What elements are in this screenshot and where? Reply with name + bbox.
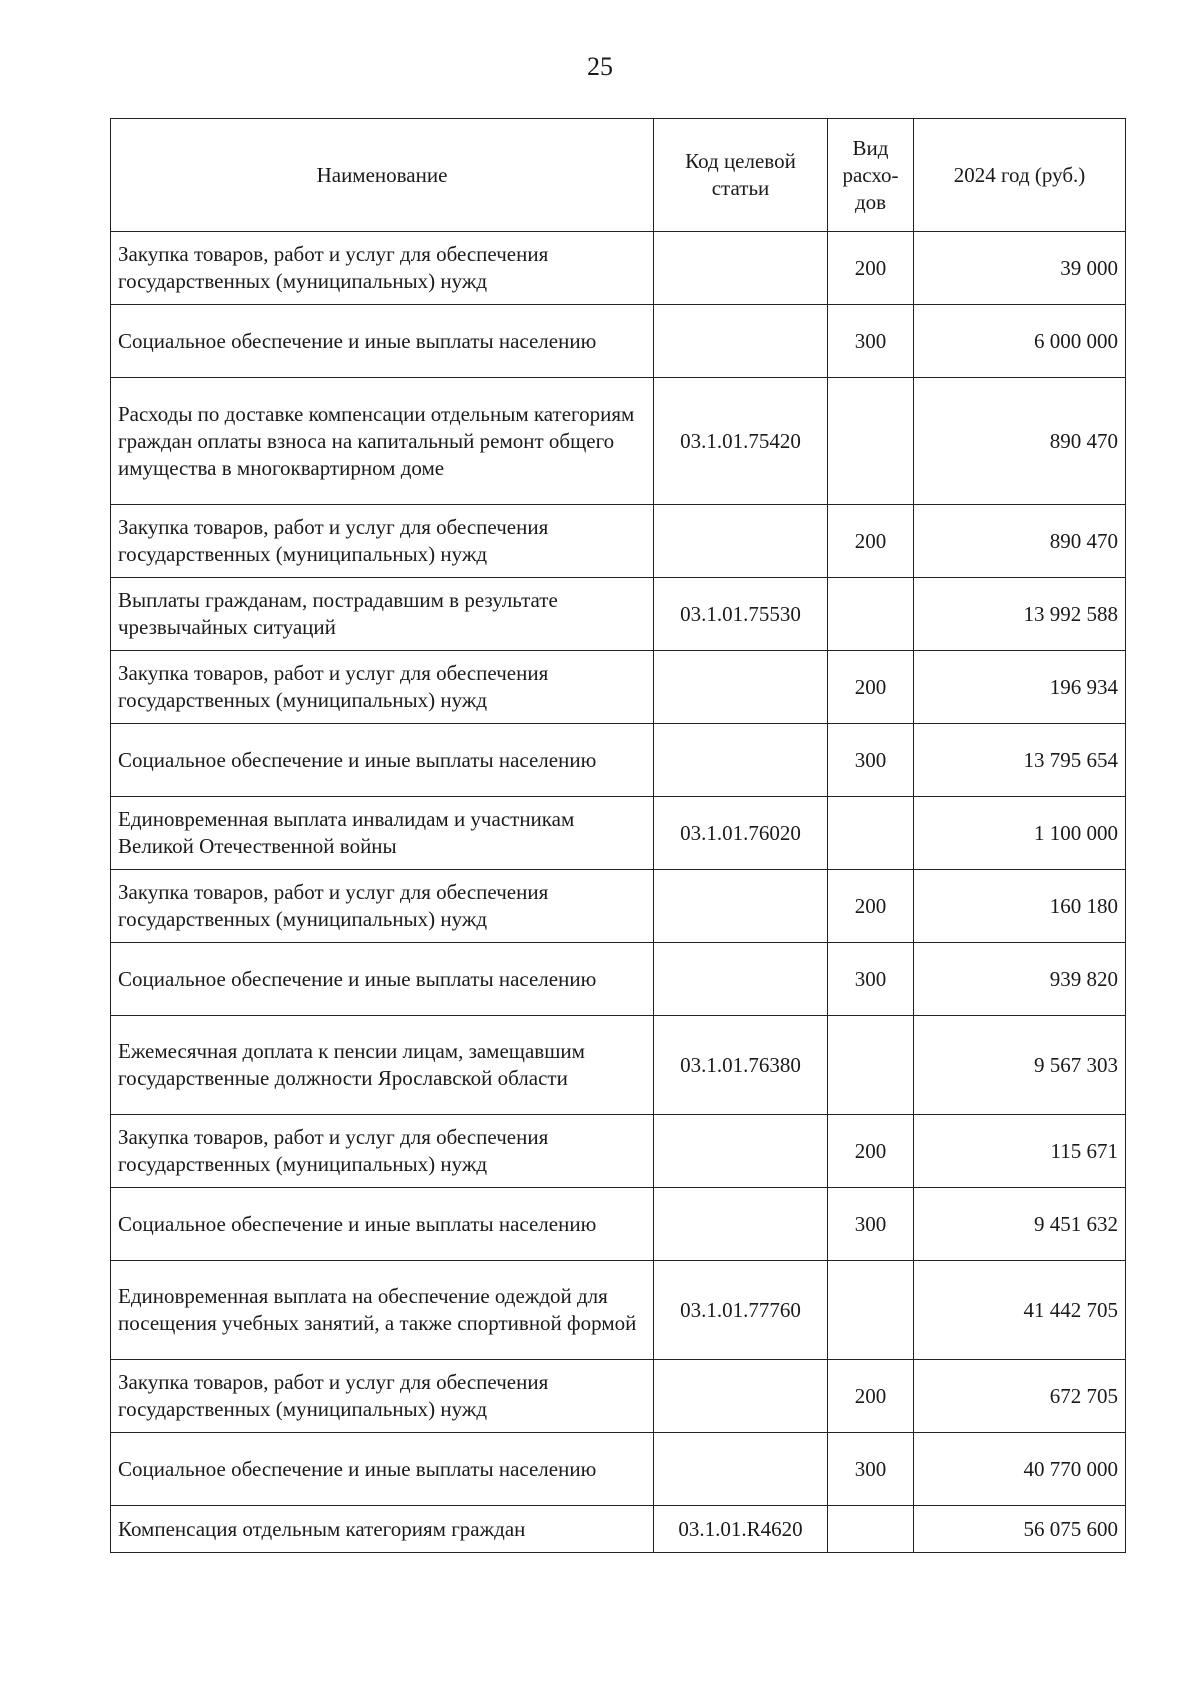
cell-name: Социальное обеспечение и иные выплаты населению: [111, 305, 654, 378]
cell-name: Компенсация отдельным категориям граждан: [111, 1506, 654, 1553]
cell-amount: 1 100 000: [914, 797, 1126, 870]
cell-code: [654, 1360, 828, 1433]
cell-code: 03.1.01.75530: [654, 578, 828, 651]
cell-name: Социальное обеспечение и иные выплаты населению: [111, 724, 654, 797]
table-row: [111, 578, 1126, 651]
cell-code: [654, 1188, 828, 1261]
table-body: [111, 232, 1126, 1553]
cell-code: [654, 232, 828, 305]
cell-amount: 939 820: [914, 943, 1126, 1016]
cell-amount: 41 442 705: [914, 1261, 1126, 1360]
cell-code: [654, 505, 828, 578]
cell-amount: 40 770 000: [914, 1433, 1126, 1506]
cell-amount: 6 000 000: [914, 305, 1126, 378]
cell-name: Выплаты гражданам, пострадавшим в результате чрезвычайных ситуаций: [111, 578, 654, 651]
cell-type: [828, 1506, 914, 1553]
table-row: [111, 1261, 1126, 1360]
cell-type: 300: [828, 305, 914, 378]
table-header-row: [111, 119, 1126, 232]
cell-amount: 39 000: [914, 232, 1126, 305]
cell-name: Расходы по доставке компенсации отдельным категориям граждан оплаты взноса на капитальный ремонт общего имущества в многоквартирном доме: [111, 378, 654, 505]
cell-code: [654, 943, 828, 1016]
cell-type: 300: [828, 1188, 914, 1261]
cell-type: [828, 1261, 914, 1360]
table-row: [111, 1360, 1126, 1433]
cell-code: 03.1.01.77760: [654, 1261, 828, 1360]
table-row: [111, 651, 1126, 724]
cell-amount: 115 671: [914, 1115, 1126, 1188]
page-number: 25: [587, 52, 613, 81]
cell-code: 03.1.01.R4620: [654, 1506, 828, 1553]
cell-name: Единовременная выплата на обеспечение одеждой для посещения учебных занятий, а также спортивной формой: [111, 1261, 654, 1360]
cell-name: Социальное обеспечение и иные выплаты населению: [111, 943, 654, 1016]
header-name: Наименование: [111, 119, 654, 232]
header-amount: 2024 год (руб.): [914, 119, 1126, 232]
table-row: [111, 505, 1126, 578]
cell-name: Закупка товаров, работ и услуг для обеспечения государственных (муниципальных) нужд: [111, 1360, 654, 1433]
cell-type: 200: [828, 1115, 914, 1188]
table-row: [111, 870, 1126, 943]
cell-name: Закупка товаров, работ и услуг для обеспечения государственных (муниципальных) нужд: [111, 1115, 654, 1188]
cell-type: [828, 1016, 914, 1115]
cell-name: Закупка товаров, работ и услуг для обеспечения государственных (муниципальных) нужд: [111, 651, 654, 724]
cell-name: Социальное обеспечение и иные выплаты населению: [111, 1433, 654, 1506]
table-row: [111, 1433, 1126, 1506]
cell-code: [654, 870, 828, 943]
cell-type: 200: [828, 870, 914, 943]
cell-amount: 9 451 632: [914, 1188, 1126, 1261]
table-row: [111, 378, 1126, 505]
cell-code: [654, 1115, 828, 1188]
header-code: Код целевой статьи: [654, 119, 828, 232]
table-row: [111, 1188, 1126, 1261]
table-row: [111, 1506, 1126, 1553]
cell-name: Ежемесячная доплата к пенсии лицам, замещавшим государственные должности Ярославской области: [111, 1016, 654, 1115]
cell-type: 300: [828, 724, 914, 797]
cell-code: 03.1.01.76020: [654, 797, 828, 870]
cell-type: 300: [828, 1433, 914, 1506]
cell-type: 200: [828, 505, 914, 578]
cell-amount: 672 705: [914, 1360, 1126, 1433]
cell-amount: 890 470: [914, 505, 1126, 578]
cell-type: 300: [828, 943, 914, 1016]
table-row: [111, 724, 1126, 797]
cell-code: 03.1.01.75420: [654, 378, 828, 505]
header-type: Вид расхо-дов: [828, 119, 914, 232]
table-row: [111, 943, 1126, 1016]
cell-code: [654, 724, 828, 797]
cell-name: Закупка товаров, работ и услуг для обеспечения государственных (муниципальных) нужд: [111, 232, 654, 305]
cell-amount: 890 470: [914, 378, 1126, 505]
cell-name: Закупка товаров, работ и услуг для обеспечения государственных (муниципальных) нужд: [111, 505, 654, 578]
cell-code: [654, 1433, 828, 1506]
cell-name: Закупка товаров, работ и услуг для обеспечения государственных (муниципальных) нужд: [111, 870, 654, 943]
cell-amount: 56 075 600: [914, 1506, 1126, 1553]
table-row: [111, 232, 1126, 305]
cell-name: Единовременная выплата инвалидам и участникам Великой Отечественной войны: [111, 797, 654, 870]
cell-amount: 160 180: [914, 870, 1126, 943]
cell-type: [828, 797, 914, 870]
cell-type: 200: [828, 651, 914, 724]
cell-type: [828, 578, 914, 651]
cell-code: 03.1.01.76380: [654, 1016, 828, 1115]
budget-table: [110, 118, 1126, 1553]
cell-type: 200: [828, 1360, 914, 1433]
cell-type: 200: [828, 232, 914, 305]
table-row: [111, 1115, 1126, 1188]
cell-code: [654, 305, 828, 378]
cell-name: Социальное обеспечение и иные выплаты населению: [111, 1188, 654, 1261]
table-row: [111, 797, 1126, 870]
cell-amount: 13 795 654: [914, 724, 1126, 797]
cell-type: [828, 378, 914, 505]
table-row: [111, 305, 1126, 378]
cell-amount: 9 567 303: [914, 1016, 1126, 1115]
cell-amount: 13 992 588: [914, 578, 1126, 651]
cell-code: [654, 651, 828, 724]
cell-amount: 196 934: [914, 651, 1126, 724]
table-row: [111, 1016, 1126, 1115]
